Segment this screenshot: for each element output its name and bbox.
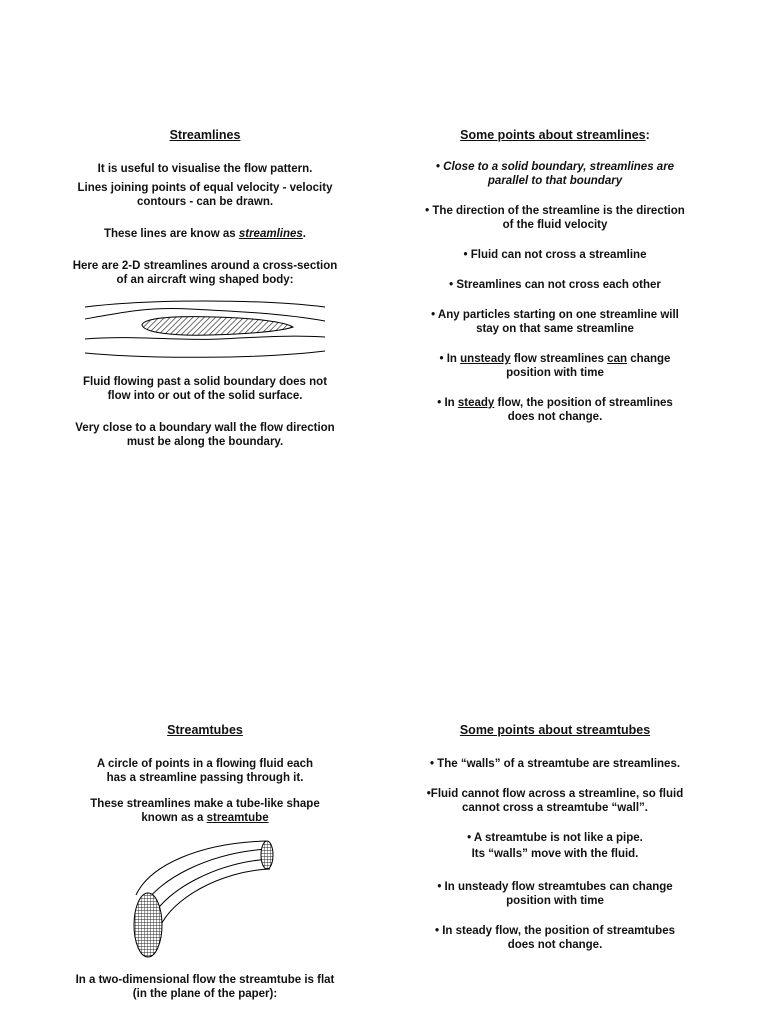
streamtube-inner-wall [160,869,270,927]
wing-section [142,317,293,336]
slide-points-streamtubes [405,723,705,952]
streamtube-mid-wall-2 [152,859,269,917]
bullet-cannot-cross-wall: cannot cross a streamtube “wall”. [462,802,648,814]
text-2d-streamlines: Here are 2-D streamlines around a cross-section [72,260,338,272]
title-points-streamlines-text: Some points about streamlines [460,128,646,142]
streamline-3 [85,336,325,339]
text-know-as [60,227,350,241]
text-circle-points: A circle of points in a flowing fluid each [96,758,314,770]
streamline-1 [85,301,325,307]
steady-lead: • In [437,397,458,409]
slide-title-streamtubes: Streamtubes [167,723,243,737]
steady-term: steady [457,397,495,409]
bullet-cannot-flow: •Fluid cannot flow across a streamline, so fluid [426,788,684,800]
bullet-walls: • The “walls” of a streamtube are streamlines. [429,758,681,770]
slide-streamtubes [60,723,350,1001]
bullet-same-streamline: stay on that same streamline [476,323,634,335]
text-tube-like: These streamlines make a tube-like shape [90,798,320,810]
text-know-as-lead: These lines are know as [103,228,239,240]
text-fluid-flowing: Fluid flowing past a solid boundary does not [82,376,328,388]
text-streamline-passing: has a streamline passing through it. [106,772,304,784]
streamtube-term: streamtube [206,812,269,824]
slide-title-points-streamtubes: Some points about streamtubes [459,723,651,737]
text-two-dimensional: In a two-dimensional flow the streamtube is flat [75,974,335,986]
text-plane-of-paper: (in the plane of the paper): [132,988,278,1000]
title-colon: : [645,128,650,142]
unsteady-term: unsteady [460,353,511,365]
text-know-as-end: . [302,228,306,240]
text-along-boundary: must be along the boundary. [126,436,284,448]
bullet-position-time: position with time [506,367,604,379]
bullet-does-not-change: does not change. [507,411,603,423]
bullet-close-boundary: • Close to a solid boundary, streamlines are [435,161,675,173]
bullet-particles: • Any particles starting on one streamline will [431,309,679,321]
known-as-lead: known as a [141,812,207,824]
unsteady-mid: flow streamlines [510,353,608,365]
text-very-close: Very close to a boundary wall the flow direction [75,422,335,434]
slide-points-streamlines [405,128,705,424]
streamline-4 [85,351,325,357]
streamtube-diagram [60,835,350,965]
bullet-cannot-cross-streamline: • Fluid can not cross a streamline [463,249,647,261]
bullet-walls-move: Its “walls” move with the fluid. [471,848,639,860]
bullet-parallel: parallel to that boundary [487,175,623,187]
bullet-cannot-cross-each-other: • Streamlines can not cross each other [449,279,661,291]
slide-title-points-streamlines [405,128,705,142]
text-wing-body: of an aircraft wing shaped body: [116,274,294,286]
streamtube-mid-wall-1 [144,849,267,905]
unsteady-end: change [627,353,671,365]
bullet-unsteady-tubes: • In unsteady flow streamtubes can change [437,881,673,893]
slide-title-streamlines: Streamlines [169,128,241,142]
unsteady-lead: • In [439,353,461,365]
slide-streamlines [60,128,350,449]
text-flow-into: flow into or out of the solid surface. [107,390,303,402]
text-contours: contours - can be drawn. [136,196,274,208]
text-known-as [60,811,350,825]
text-streamlines-term: streamlines [238,228,303,240]
streamtube-outer-wall [136,841,266,895]
steady-end: flow, the position of streamlines [494,397,673,409]
bullet-tubes-no-change: does not change. [507,939,603,951]
wing-streamlines-diagram [60,297,350,363]
bullet-not-pipe: • A streamtube is not like a pipe. [467,832,643,844]
bullet-direction: • The direction of the streamline is the direction [425,205,685,217]
bullet-unsteady [405,352,705,366]
text-lines-joining: Lines joining points of equal velocity - velocity [77,182,333,194]
bullet-steady-tubes: • In steady flow, the position of streamtubes [434,925,676,937]
streamtube-start-cross-section [134,893,162,957]
bullet-fluid-velocity: of the fluid velocity [502,219,608,231]
bullet-tubes-position-time: position with time [506,895,604,907]
bullet-steady [405,396,705,410]
streamtube-end-cross-section [261,841,273,869]
text-visualise: It is useful to visualise the flow pattern. [97,163,313,175]
can-term: can [607,353,627,365]
